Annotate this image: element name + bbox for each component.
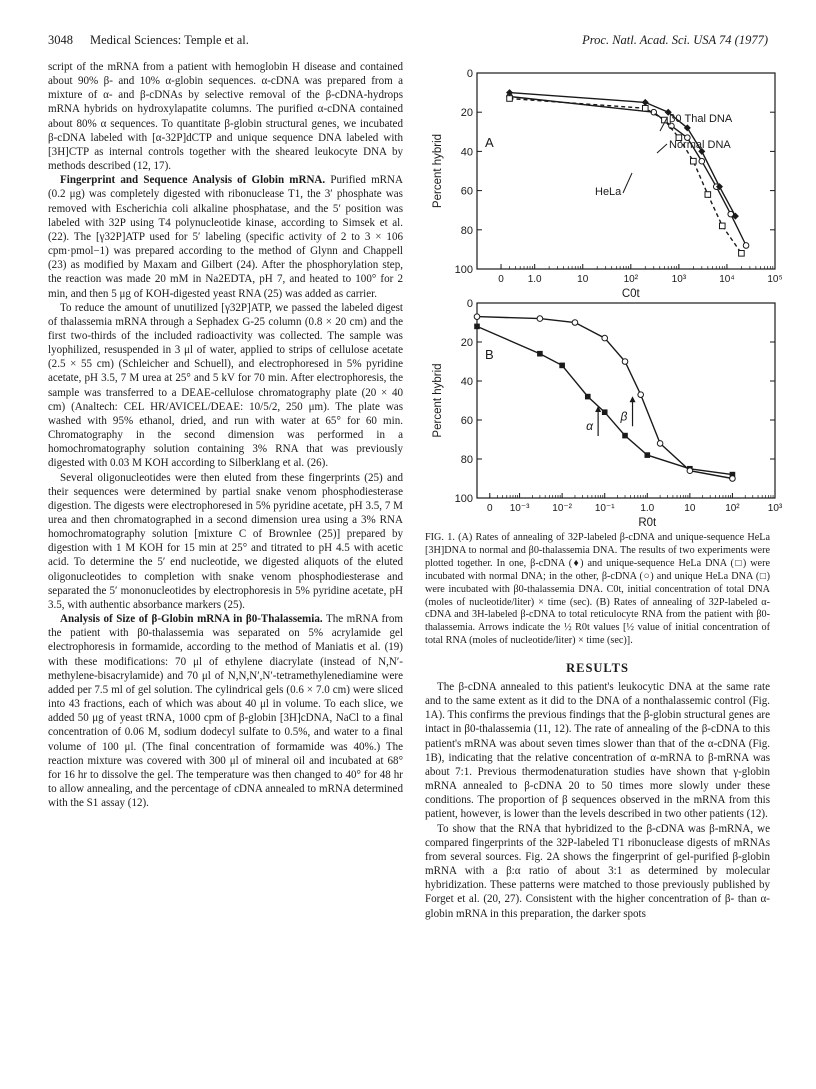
data-point <box>474 314 480 320</box>
panel-label: B <box>485 347 494 362</box>
data-point <box>705 192 711 198</box>
panel-label: A <box>485 135 494 150</box>
x-tick-label: 10³ <box>671 274 687 285</box>
figure-1 <box>425 58 783 530</box>
paragraph-body: Purified mRNA (0.2 μg) was completely digested with ribonuclease T1, the 3′ phosphate was removed with Escherichia coli alkaline phosphatase, and the 5′ position was labeled with 32P using T4 polynucleotide kinase, according to Simsek et al. (22). The [γ32P]ATP used for 5′ labeling (specific activity of 2 to 3 × 106 cpm·pmol−1) was prepared according to the method of Glynn and Chappell (23) as modified by Maxam and Gilbert (24). After the phosphorylation step, the reaction was made 20 mM in Na2EDTA, pH 7, and heated to 100° for 2 min, and then 5 μg of KOH-digested yeast RNA (25) was added as carrier. <box>48 174 404 300</box>
data-point <box>642 105 648 111</box>
x-tick-label: 0 <box>486 503 493 514</box>
paragraph-body: The mRNA from the patient with β0-thalassemia was separated on 5% acrylamide gel electrophoresis in formamide, according to the method of Maniatis et al. (19) with these modifications: 70 μl of ethylene diacrylate (instead of N,N′-methylene-bisacrylamide) and 70 μl of N,N,N′,N′-tetramethylenediamine were added per 7.5 ml of gel solution. The cylindrical gels (0.6 × 7.0 cm) were sliced into 43 fractions, each of which was about 40 μl in volume. To each slice, we added 50 μg of yeast tRNA, 1000 cpm of β-globin [3H]cDNA, NaCl to a final concentration of 0.06 M, sodium dodecyl sulfate to 0.5%, and water to a final volume of 100 μl. (The final concentration of formamide was 40%.) The reaction mixture was covered with 300 μl of mineral oil and incubated at 68° for 16 hr to dissolve the gel. The temperature was then changed to 40° for 48 hr to allow annealing, and the percentage of cDNA annealed to mRNA determined with the S1 assay (12). <box>48 613 403 810</box>
page-number: 3048 <box>48 33 73 47</box>
y-tick-label: 80 <box>460 454 473 466</box>
series-line <box>477 326 732 474</box>
arrow-label: α <box>586 419 593 433</box>
x-tick-label: 10⁻¹ <box>594 503 615 514</box>
curve-label: β0 Thal DNA <box>669 113 733 125</box>
data-point <box>691 158 697 164</box>
x-tick-label: 1.0 <box>640 503 655 514</box>
x-tick-label: 10 <box>684 503 696 514</box>
x-tick-label: 10³ <box>767 503 783 514</box>
data-point <box>572 320 578 326</box>
data-point <box>657 441 663 447</box>
section-heading: Analysis of Size of β-Globin mRNA in β0-Thalassemia. <box>60 613 323 626</box>
plot-frame <box>477 73 775 269</box>
data-point <box>559 363 565 369</box>
data-point <box>537 351 543 357</box>
data-point <box>622 359 628 365</box>
paragraph: The β-cDNA annealed to this patient's leukocytic DNA at the same rate and to the same extent as it did to the DNA of a nonthalassemic control (Fig. 1A). This confirms the previous findings that the β-globin structural genes are intact in β0-thalassemia (11, 12). The rate of annealing of the β-cDNA to this patient's mRNA was about seven times slower than that of the α-cDNA (Fig. 1B), indicating that the relative concentration of α-mRNA to β-mRNA was about 7:1. Previous thermodenaturation studies have shown that γ-globin mRNA annealed to β-cDNA 20 to 50 times more slowly under these conditions. The proportion of β sequences observed in the mRNA from this patient, however, is lower than the levels described in two other patients (12). <box>425 681 770 821</box>
y-axis-label: Percent hybrid <box>432 363 444 438</box>
y-tick-label: 80 <box>460 224 473 237</box>
y-axis-label: Percent hybrid <box>432 133 444 209</box>
x-tick-label: 10⁴ <box>719 274 735 285</box>
arrowhead <box>630 396 636 402</box>
data-point <box>730 476 736 482</box>
y-tick-label: 60 <box>460 185 473 198</box>
data-point <box>474 324 480 330</box>
data-point <box>602 409 608 415</box>
data-point <box>642 99 649 106</box>
left-column <box>48 60 403 810</box>
x-tick-label: 10² <box>725 503 740 514</box>
x-axis-label: C0t <box>621 288 640 300</box>
x-tick-label: 0 <box>498 274 504 285</box>
y-tick-label: 100 <box>454 493 473 505</box>
section-heading: Fingerprint and Sequence Analysis of Globin mRNA. <box>60 174 326 187</box>
x-tick-label: 1.0 <box>527 274 542 285</box>
arrow-label: β <box>620 409 628 424</box>
curve-label-leader <box>623 173 632 193</box>
figure-1-charts <box>425 58 783 530</box>
y-tick-label: 40 <box>460 146 473 159</box>
paragraph: Several oligonucleotides were then eluted from these fingerprints (25) and their sequences were determined by partial snake venom phosphodiesterase digestion. The digests were electrophoresed in 5% pyridine acetate, pH 3.5, 7 M urea and then chromatographed in a second dimension urea using a 3% RNA homochromatography solution [mixture C of Brownlee (25)] prepared by digestion with 1 M KOH for 15 min at 25° and titrated to pH 4.5 with acetic acid. To determine the 5′ end nucleotide, we digested aliquots of the eluted oligonucleotides to completion with snake venom phosphodiesterase and separated the 5′ mononucleotides by electrophoresis in 5% pyridine acetate, pH 3.5, with authentic absorbance markers (25). <box>48 471 403 611</box>
running-head: Medical Sciences: Temple et al. <box>90 33 249 47</box>
y-tick-label: 40 <box>460 376 473 388</box>
y-tick-label: 0 <box>466 68 473 80</box>
x-tick-label: 10⁵ <box>767 274 783 285</box>
data-point <box>743 243 749 249</box>
data-point <box>585 394 591 400</box>
data-point <box>719 223 725 229</box>
y-tick-label: 20 <box>460 107 473 120</box>
x-tick-label: 10⁻³ <box>509 503 530 514</box>
paragraph: To reduce the amount of unutilized [γ32P]ATP, we passed the labeled digest of thalassemia mRNA through a Sephadex G-25 column (0.8 × 20 cm) and the first two-thirds of the included radioactivity was collected. The sample was lyophilized, resuspended in 3 μl of water, applied to strips of cellulose acetate (2.5 × 55 cm) (Schleicher and Schuell), and electrophoresed in 5% pyridine acetate, pH 3.5, 7 M urea at 25° and 5 kV for 70 min. After electrophoresis, the sample was transferred to a DEAE-cellulose chromatography plate (20 × 40 cm) (Analtech: CEL HR/AVICEL/DEAE: 10/5/2, 250 μm). The plate was washed with 95% ethanol, dried, and run with water at 65° for 60 min. Chromatography in the second dimension was performed in a homochromatography solution containing 3% RNA that was previously digested with 0.03 M KOH according to Silberklang et al. (26). <box>48 301 403 470</box>
journal-citation: Proc. Natl. Acad. Sci. USA 74 (1977) <box>582 33 768 47</box>
data-point <box>739 251 745 257</box>
y-tick-label: 0 <box>466 298 473 310</box>
data-point <box>507 96 513 102</box>
curve-label: Normal DNA <box>669 139 731 151</box>
data-point <box>602 335 608 341</box>
y-tick-label: 20 <box>460 337 473 349</box>
x-axis-label: R0t <box>638 517 657 529</box>
data-point <box>644 452 650 458</box>
x-tick-label: 10² <box>623 274 639 285</box>
x-tick-label: 10 <box>577 274 589 285</box>
figure-caption: FIG. 1. (A) Rates of annealing of 32P-labeled β-cDNA and unique-sequence HeLa [3H]DNA to normal and β0-thalassemia DNA. The results of two experiments were plotted together. In one, β-cDNA (♦) and unique-sequence HeLa DNA (□) were incubated with normal DNA; in the other, β-cDNA (○) and unique HeLa DNA (□) were incubated with β0-thalassemia DNA. C0t, initial concentration of total DNA (moles of nucleotide/liter) × time (sec). (B) Rates of annealing of 32P-labeled α-cDNA and 3H-labeled β-cDNA to total reticulocyte RNA from the patient with β0-thalassemia. Arrows indicate the ½ R0t values [½ value of initial concentration of total RNA (moles of nucleotide/liter) × time (sec)]. <box>425 532 770 647</box>
paragraph: To show that the RNA that hybridized to the β-cDNA was β-mRNA, we compared fingerprints of the 32P-labeled T1 ribonuclease digests of mRNAs from several sources. Fig. 2A shows the fingerprint of gel-purified β-globin mRNA with a β:α ratio of about 3:1 as determined by molecular hybridization. These patterns were matched to those previously published by Forget et al. (20, 27). Consistent with the higher concentration of β- than α-globin mRNA in this preparation, the darker spots <box>425 822 770 920</box>
curve-label: HeLa <box>595 186 622 198</box>
page-header <box>48 33 768 51</box>
curve-label-leader <box>657 144 667 153</box>
x-tick-label: 10⁻² <box>552 503 573 514</box>
y-tick-label: 100 <box>454 264 473 276</box>
y-tick-label: 60 <box>460 415 473 427</box>
plot-frame <box>477 303 775 498</box>
paragraph <box>48 612 403 810</box>
data-point <box>537 316 543 322</box>
paragraph <box>48 173 403 300</box>
data-point <box>638 392 644 398</box>
paragraph: script of the mRNA from a patient with hemoglobin H disease and contained about 90% β- and 10% α-globin sequences. α-cDNA was prepared from a mixture of α- and β-cDNAs by selective removal of the β-cDNA-hydrops mRNA hybrids on hydroxylapatite columns. The purified α-cDNA contained about 80% α sequences. To quantitate β-globin structural genes, we incubated β-cDNA labeled with [α-32P]dCTP and unique sequence DNA labeled with [3H]CTP as internal controls together with the sheared leukocyte DNA by methods described (12, 17). <box>48 61 403 173</box>
right-column-text <box>425 680 770 921</box>
data-point <box>699 158 705 164</box>
data-point <box>687 468 693 474</box>
results-heading: RESULTS <box>566 661 629 675</box>
data-point <box>622 433 628 439</box>
